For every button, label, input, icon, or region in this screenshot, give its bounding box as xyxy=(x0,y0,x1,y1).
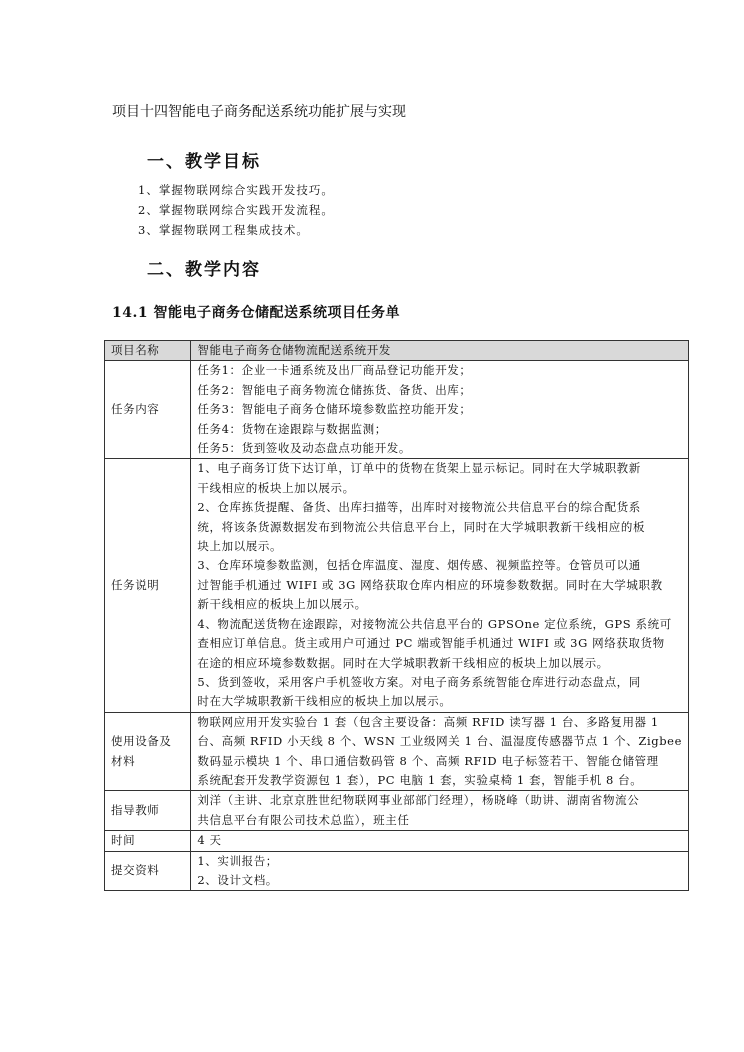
text-line: 1、实训报告； xyxy=(197,853,278,868)
goal-item: 3、掌握物联网工程集成技术。 xyxy=(138,223,309,237)
value-equipment xyxy=(191,712,689,791)
label-deliverables: 提交资料 xyxy=(105,851,191,891)
label-equipment xyxy=(105,712,191,791)
text-line: 数码显示模块 1 个、串口通信数码管 8 个、高频 RFID 电子标签若干、智能仓储管理 xyxy=(197,753,659,768)
text-line: 任务3：智能电子商务仓储环境参数监控功能开发； xyxy=(197,402,472,417)
text-line: 时在大学城职教新干线相应的板块上加以展示。 xyxy=(197,694,452,709)
text-line: 共信息平台有限公司技术总监），班主任 xyxy=(197,812,410,827)
label-duration: 时间 xyxy=(105,831,191,851)
value-project-name: 智能电子商务仓储物流配送系统开发 xyxy=(191,341,689,361)
text-line: 刘洋（主讲、北京京胜世纪物联网事业部部门经理），杨晓峰（助讲、湖南省物流公 xyxy=(197,793,640,808)
text-line: 过智能手机通过 WIFI 或 3G 网络获取仓库内相应的环境参数数据。同时在大学城职教 xyxy=(197,577,663,592)
row-project-name xyxy=(105,341,689,361)
text-line: 台、高频 RFID 小天线 8 个、WSN 工业级网关 1 台、温湿度传感器节点 1 个、Zigbee xyxy=(197,734,682,749)
text-line: 系统配套开发教学资源包 1 套），PC 电脑 1 套，实验桌椅 1 套，智能手机 8 台。 xyxy=(197,772,643,787)
text-line: 块上加以展示。 xyxy=(197,539,283,554)
label-description: 任务说明 xyxy=(105,459,191,712)
row-description xyxy=(105,459,689,712)
text-line: 查相应订单信息。货主或用户可通过 PC 端或智能手机通过 WIFI 或 3G 网络获取货物 xyxy=(197,636,665,651)
text-line: 1、电子商务订货下达订单，订单中的货物在货架上显示标记。同时在大学城职教新 xyxy=(197,461,641,476)
section-heading-goals: 一、教学目标 xyxy=(147,152,261,172)
text-line: 任务2：智能电子商务物流仓储拣货、备货、出库； xyxy=(197,382,472,397)
row-duration xyxy=(105,831,689,851)
text-line: 任务5：货到签收及动态盘点功能开发。 xyxy=(197,441,411,456)
row-tasks xyxy=(105,361,689,459)
label-instructors: 指导教师 xyxy=(105,791,191,831)
text-line: 任务4：货物在途跟踪与数据监测； xyxy=(197,421,387,436)
row-instructors xyxy=(105,791,689,831)
text-line: 任务1：企业一卡通系统及出厂商品登记功能开发； xyxy=(197,363,472,378)
text-line: 在途的相应环境参数数据。同时在大学城职教新干线相应的板块上加以展示。 xyxy=(197,655,609,670)
row-deliverables xyxy=(105,851,689,891)
text-line: 4、物流配送货物在途跟踪，对接物流公共信息平台的 GPSOne 定位系统，GPS 系统可 xyxy=(197,616,672,631)
document-title: 项目十四智能电子商务配送系统功能扩展与实现 xyxy=(112,104,406,120)
label-project-name: 项目名称 xyxy=(105,341,191,361)
value-duration: 4 天 xyxy=(191,831,689,851)
text-line: 5、货到签收，采用客户手机签收方案。对电子商务系统智能仓库进行动态盘点，同 xyxy=(197,674,641,689)
text-line: 材料 xyxy=(111,753,136,768)
row-equipment xyxy=(105,712,689,791)
goal-item: 1、掌握物联网综合实践开发技巧。 xyxy=(138,183,334,197)
text-line: 2、设计文档。 xyxy=(197,872,278,887)
text-line: 2、仓库拣货提醒、备货、出库扫描等，出库时对接物流公共信息平台的综合配货系 xyxy=(197,500,641,515)
text-line: 物联网应用开发实验台 1 套（包含主要设备：高频 RFID 读写器 1 台、多路复用器 1 xyxy=(197,714,659,729)
task-sheet-table xyxy=(104,340,689,891)
text-line: 新干线相应的板块上加以展示。 xyxy=(197,597,367,612)
label-tasks: 任务内容 xyxy=(105,361,191,459)
text-line: 3、仓库环境参数监测，包括仓库温度、湿度、烟传感、视频监控等。仓管员可以通 xyxy=(197,558,641,573)
value-description xyxy=(191,459,689,712)
section-heading-content: 二、教学内容 xyxy=(147,260,261,280)
text-line: 使用设备及 xyxy=(111,734,172,749)
value-tasks xyxy=(191,361,689,459)
value-instructors xyxy=(191,791,689,831)
value-deliverables xyxy=(191,851,689,891)
goal-item: 2、掌握物联网综合实践开发流程。 xyxy=(138,203,334,217)
subsection-heading: 14.1 智能电子商务仓储配送系统项目任务单 xyxy=(112,305,400,321)
text-line: 干线相应的板块上加以展示。 xyxy=(197,480,355,495)
text-line: 统，将该条货源数据发布到物流公共信息平台上，同时在大学城职教新干线相应的板 xyxy=(197,519,646,534)
